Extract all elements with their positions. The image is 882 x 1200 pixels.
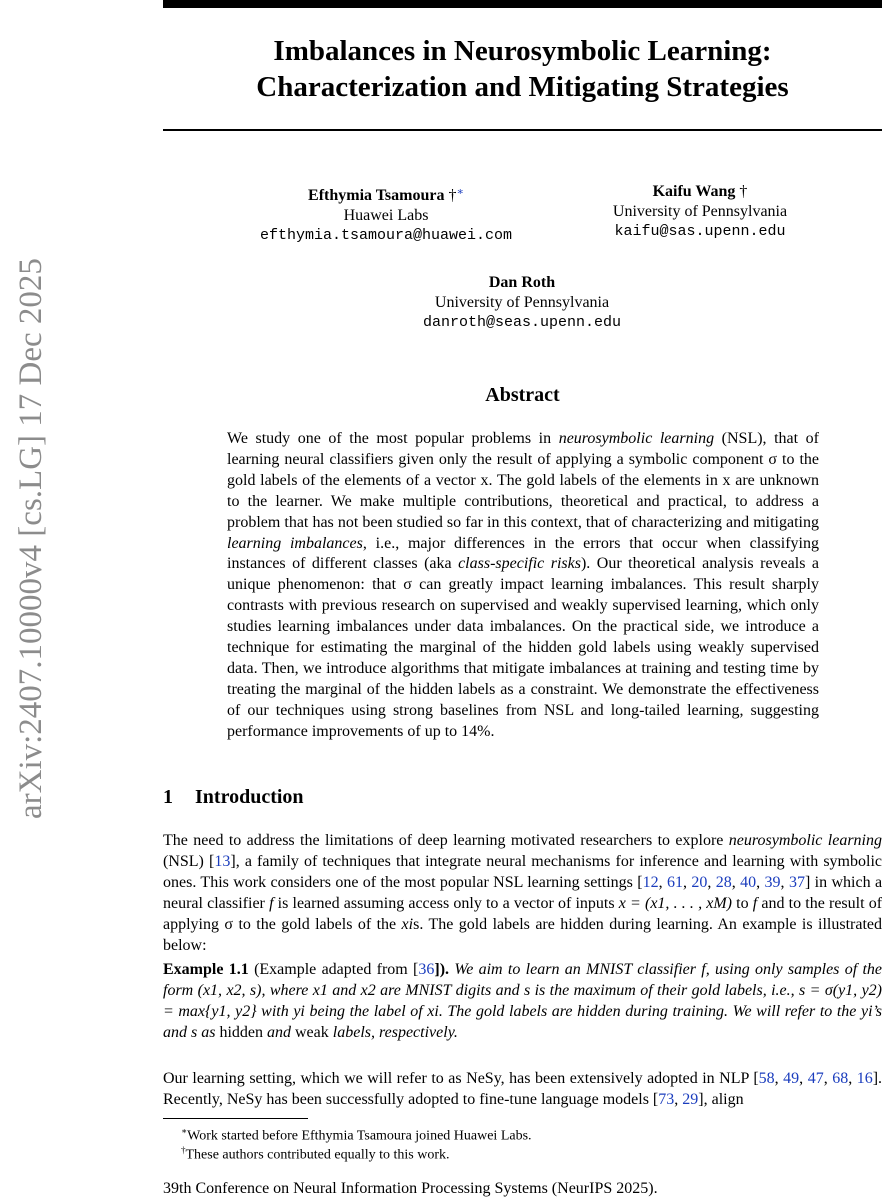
abstract-text [227, 429, 819, 743]
citation-link[interactable]: 12 [642, 873, 659, 891]
citation-link[interactable]: 16 [856, 1070, 873, 1087]
text-run: neurosymbolic learning [558, 430, 715, 447]
author-affiliation: University of Pennsylvania [612, 203, 788, 220]
citation-link[interactable]: 58 [758, 1070, 775, 1087]
math-symbol: xi [401, 915, 414, 933]
text-run: ). Our theoretical analysis reveals a unique phenomenon: that σ can greatly impact learning imbalances. This result sharply contrasts with previous research on supervised and weakly supervised learning, which only studies learning imbalances under data imbalances. On the practical side, we introduce a technique for estimating the marginal of the hidden gold labels using weakly supervised data. Then, we introduce algorithms that mitigate imbalances at training and testing time by treating the marginal of the hidden labels as a constraint. We demonstrate the effectiveness of our techniques using strong baselines from NSL and long-tailed learning, suggesting performance improvements of up to 14%. [227, 555, 819, 740]
text-run: , i.e., major differences in the errors that occur when classifying instances of different classes (aka [227, 534, 820, 573]
footnote-mark: † [181, 1145, 186, 1155]
author-2 [560, 182, 840, 242]
text-run: Our learning setting, which we will refer to as NeSy, has been extensively adopted in NLP [ [163, 1070, 759, 1087]
text-run: ], a family of techniques that integrate neural mechanisms for inference and learning with symbolic ones. This work considers one of the most popular NSL learning settings [ [163, 852, 882, 891]
text-run: We study one of the most popular problems in [227, 430, 559, 447]
author-mark: † [444, 187, 457, 204]
citation-link[interactable]: 61 [666, 873, 683, 891]
footnote-text: These authors contributed equally to this work. [185, 1147, 450, 1163]
author-1 [236, 182, 536, 246]
footnote-rule [163, 1118, 308, 1119]
section-heading [163, 786, 304, 809]
text-run: and [263, 1023, 295, 1041]
math-expression: x = (x1, . . . , xM) [618, 894, 733, 912]
section-number: 1 [163, 786, 173, 808]
text-run: The need to address the limitations of deep learning motivated researchers to explore [163, 832, 729, 849]
text-run: learning imbalances [227, 534, 363, 552]
text-run: and to the result of applying σ to the gold labels of the [163, 894, 882, 933]
citation-link[interactable]: 36 [418, 961, 435, 978]
author-email[interactable]: danroth@seas.upenn.edu [422, 314, 622, 331]
top-rule [163, 0, 882, 8]
footnote-link[interactable]: ∗ [456, 186, 464, 198]
text-run: hidden [219, 1023, 263, 1041]
text-run: ]). [434, 961, 455, 978]
math-symbol: f [269, 894, 274, 912]
title-line-1: Imbalances in Neurosymbolic Learning: [273, 35, 772, 67]
author-email[interactable]: efthymia.tsamoura@huawei.com [259, 227, 513, 244]
math-symbol: f [752, 894, 758, 912]
text-run: (NSL), that of learning neural classifiers given only the result of applying a symbolic component σ to the gold labels of the elements of a vector x. The gold labels of the elements in x are unknown to the learner. We make multiple contributions, theoretical and practical, to address a problem that has not been studied so far in this context, that of characterizing and mitigating [227, 430, 820, 531]
arxiv-sidebar: arXiv:2407.10000v4 [cs.LG] 17 Dec 2025 [13, 258, 49, 819]
title-line-2: Characterization and Mitigating Strategies [256, 71, 789, 103]
citation-link[interactable]: 49 [783, 1070, 800, 1087]
text-run: weak [295, 1023, 329, 1041]
text-run: (Example adapted from [ [248, 961, 419, 978]
intro-paragraph: The need to address the limitations of deep learning motivated researchers to explore neurosymbolic learning (NSL) [13], a family of techniques that integrate neural mechanisms for inference and learning with symbolic ones. This work considers one of the most popular NSL learning settings [12, 61, 20, 28, 40, 39, 37] in which a neural classifier f is learned assuming access only to a vector of inputs x = (x1, . . . , xM) to f and to the result of applying σ to the gold labels of the xis. The gold labels are hidden during learning. An example is illustrated below: [163, 832, 882, 954]
citation-link[interactable]: 68 [832, 1070, 849, 1087]
citation-link[interactable]: 29 [682, 1090, 699, 1108]
author-mark: † [735, 183, 748, 200]
text-run: ]. Recently, NeSy has been successfully adopted to fine-tune language models [ [163, 1070, 882, 1108]
author-3 [372, 273, 672, 333]
nesy-paragraph: Our learning setting, which we will refer to as NeSy, has been extensively adopted in NLP [58, 49, 47, 68, 16]. Recently, NeSy has been successfully adopted to fine-tune language models [73, 29], align [163, 1070, 882, 1108]
author-name: Dan Roth [488, 274, 556, 291]
example-label: Example 1.1 [163, 961, 249, 978]
title-rule [163, 129, 882, 131]
text-run: ], align [698, 1090, 744, 1108]
citation-link[interactable]: 47 [807, 1070, 824, 1087]
citation-link[interactable]: 73 [658, 1090, 675, 1108]
author-affiliation: Huawei Labs [343, 207, 429, 224]
abstract-heading: Abstract [485, 384, 560, 406]
footnote-text: Work started before Efthymia Tsamoura joined Huawei Labs. [187, 1128, 532, 1144]
citation-link[interactable]: 13 [214, 852, 231, 870]
citation-link[interactable]: 37 [788, 873, 805, 891]
citation-link[interactable]: 28 [715, 873, 732, 891]
example-paragraph [163, 960, 882, 1044]
text-run: We aim to learn an MNIST classifier f, using only samples of the form (x1, x2, s), where x1 and x2 are MNIST digits and s is the maximum of their gold labels, i.e., s = σ(y1, y2) = max{y1, y2} with yi being the label of xi. The gold labels are hidden during training. We will refer to the yi’s and s as [163, 961, 882, 1041]
text-run: (NSL) [ [163, 852, 215, 870]
text-run: s. The gold labels are hidden during learning. An example is illustrated below: [163, 915, 882, 954]
paper-title [163, 33, 882, 105]
text-run: is learned assuming access only to a vector of inputs [273, 894, 619, 912]
text-run: labels, respectively. [328, 1023, 458, 1041]
citation-link[interactable]: 40 [740, 873, 757, 891]
author-email[interactable]: kaifu@sas.upenn.edu [614, 223, 786, 240]
section-title: Introduction [195, 786, 304, 808]
footnote-2 [181, 1141, 450, 1165]
footnote-mark: ∗ [181, 1126, 188, 1136]
text-run: neurosymbolic learning [728, 832, 882, 849]
text-run: to [732, 894, 753, 912]
citation-link[interactable]: 20 [691, 873, 708, 891]
conference-footer: 39th Conference on Neural Information Processing Systems (NeurIPS 2025). [163, 1180, 658, 1197]
text-run: class-specific risks [458, 555, 581, 573]
citation-link[interactable]: 39 [764, 873, 781, 891]
text-run: ] in which a neural classifier [163, 873, 882, 912]
author-affiliation: University of Pennsylvania [434, 294, 610, 311]
author-name: Efthymia Tsamoura [308, 187, 445, 204]
author-name: Kaifu Wang [652, 183, 736, 200]
